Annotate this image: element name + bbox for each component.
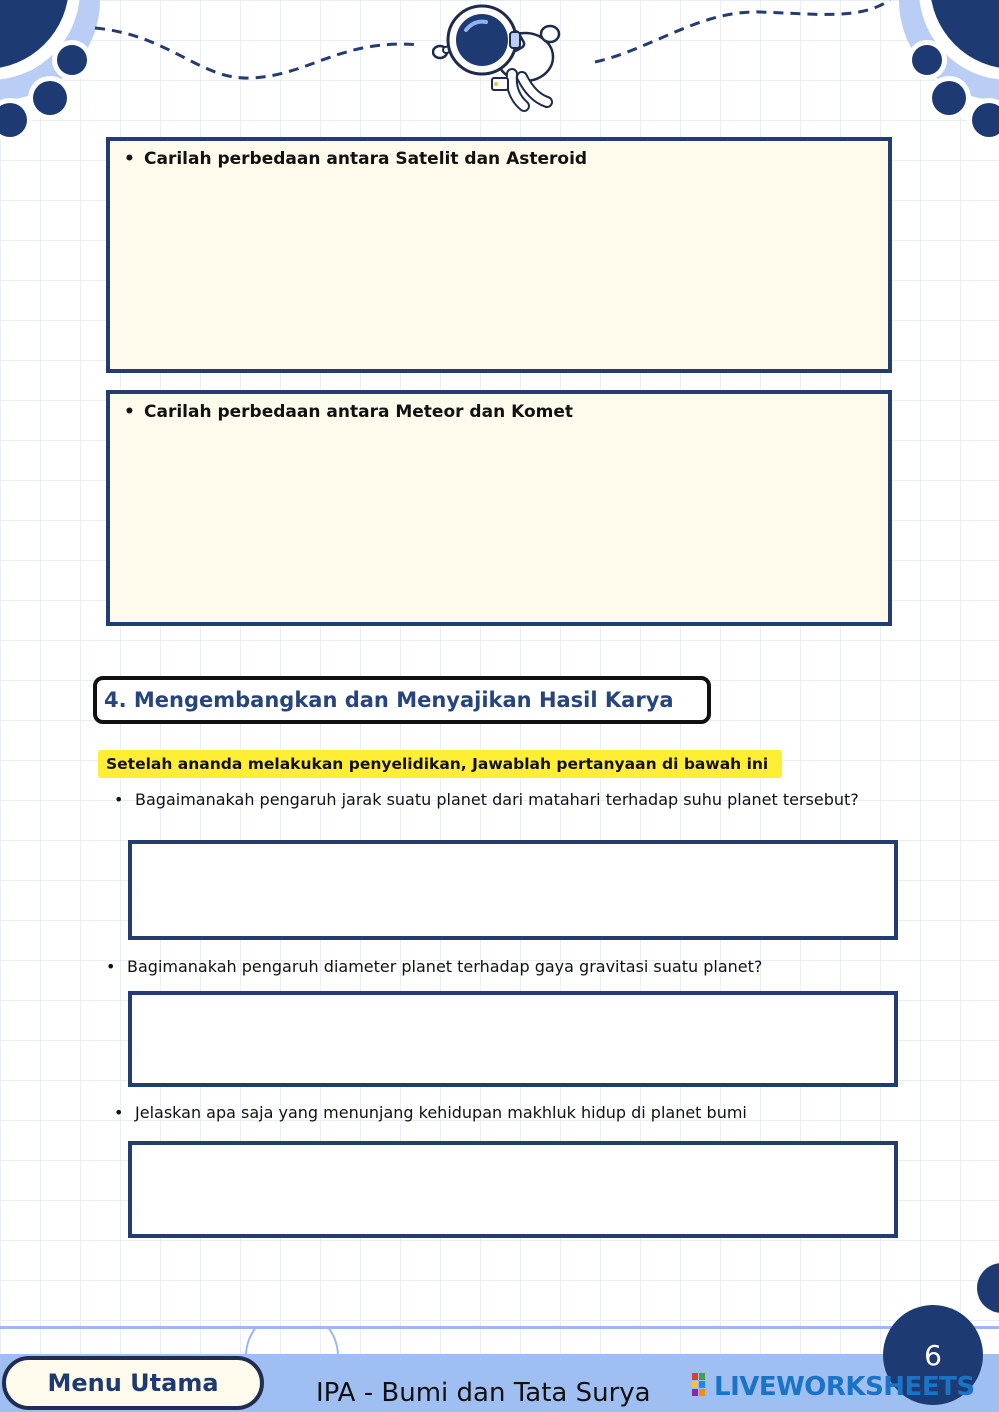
bullet: •: [124, 149, 135, 169]
liveworksheets-watermark: LIVEWORKSHEETS: [714, 1372, 975, 1402]
bullet: •: [106, 957, 116, 976]
question-text: Bagaimanakah pengaruh jarak suatu planet dari matahari terhadap suhu planet tersebut?: [135, 790, 859, 809]
page-number-text: 6: [924, 1338, 942, 1372]
footer-subject-title: IPA - Bumi dan Tata Surya: [316, 1378, 651, 1408]
instruction-highlight: Setelah ananda melakukan penyelidikan, Jawablah pertanyaan di bawah ini: [98, 750, 782, 778]
prompt-meteor-komet: [124, 402, 573, 422]
bullet: •: [124, 402, 135, 422]
astronaut-illustration: [432, 2, 564, 114]
answer-field-question-1[interactable]: [128, 840, 898, 940]
menu-utama-button[interactable]: Menu Utama: [2, 1356, 264, 1410]
bullet: •: [114, 1103, 124, 1122]
prompt-satelit-asteroid: [124, 149, 587, 169]
answer-box-meteor-komet[interactable]: [106, 390, 892, 626]
footer-divider: [0, 1326, 999, 1329]
bullet: •: [114, 790, 124, 809]
answer-box-satelit-asteroid[interactable]: [106, 137, 892, 373]
liveworksheets-logo-icon: [692, 1373, 706, 1397]
section-title: 4. Mengembangkan dan Menyajikan Hasil Karya: [93, 676, 711, 724]
decorative-circle: [977, 1263, 999, 1313]
question-text: Bagimanakah pengaruh diameter planet terhadap gaya gravitasi suatu planet?: [127, 957, 763, 976]
question-text: Jelaskan apa saja yang menunjang kehidupan makhluk hidup di planet bumi: [135, 1103, 747, 1122]
prompt-text: Carilah perbedaan antara Satelit dan Asteroid: [144, 149, 588, 169]
answer-field-question-3[interactable]: [128, 1141, 898, 1238]
answer-field-question-2[interactable]: [128, 991, 898, 1087]
prompt-text: Carilah perbedaan antara Meteor dan Komet: [144, 402, 574, 422]
